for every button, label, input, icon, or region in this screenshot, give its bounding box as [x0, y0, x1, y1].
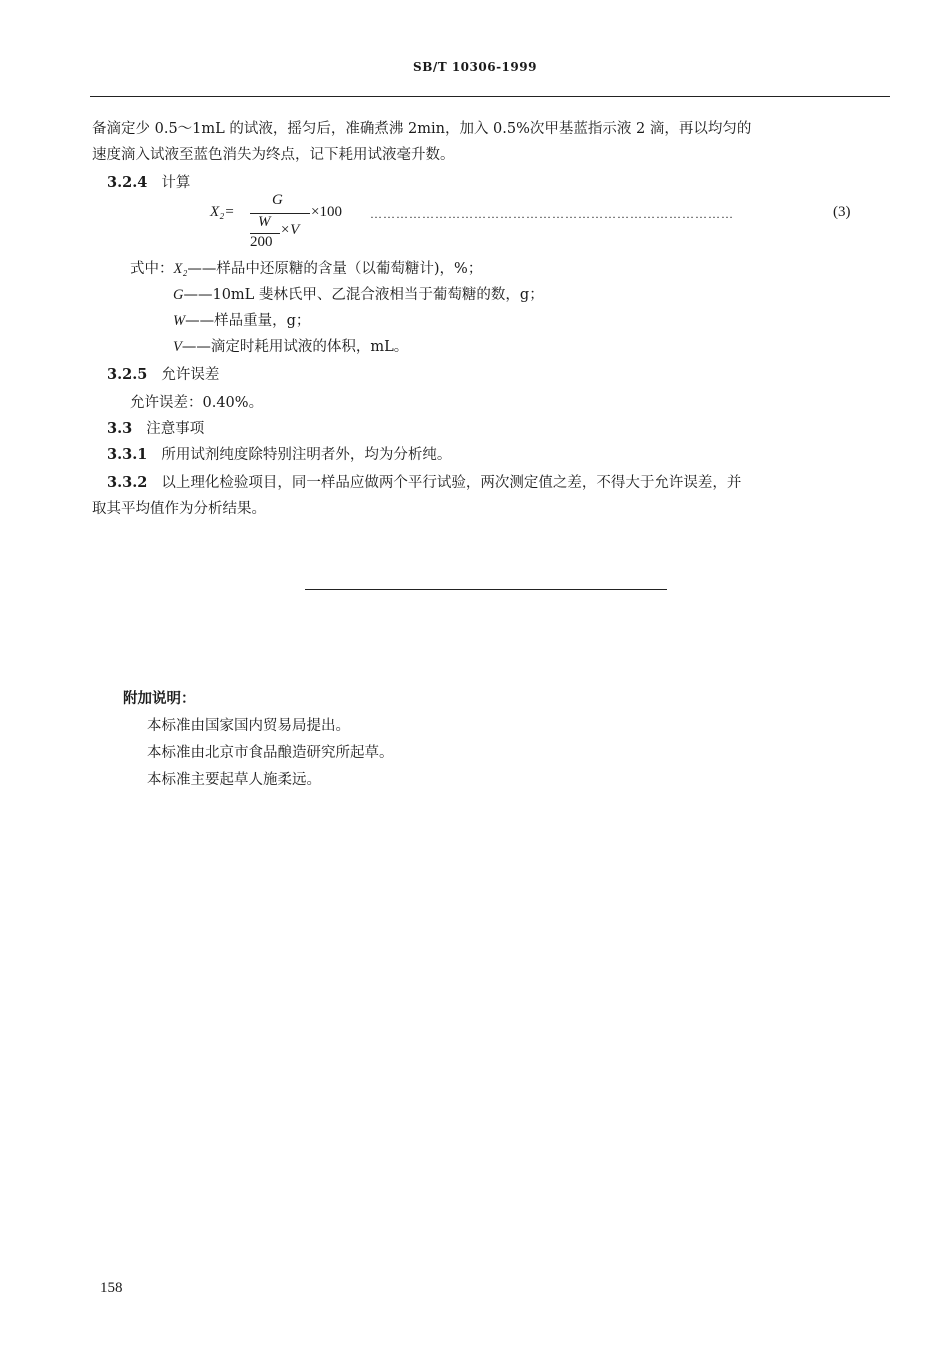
formula-lhs: X₂= [210, 204, 235, 220]
formula-numerator-g: G [272, 192, 283, 208]
page-header-standard-id: SB/T 10306-1999 [413, 60, 537, 74]
continued-paragraph-line1: 备滴定少 0.5～1mL 的试液，摇匀后，准确煮沸 2min，加入 0.5%次甲基蓝指示液 2 滴，再以均匀的 [92, 121, 752, 137]
definition-x2-text: ——样品中还原糖的含量（以葡萄糖计)，%； [187, 261, 483, 277]
appendix-line1: 本标准由国家国内贸易局提出。 [147, 718, 350, 734]
symbol-g: G [173, 287, 184, 303]
definition-g-text: ——10mL 斐林氏甲、乙混合液相当于葡萄糖的数，g； [183, 287, 544, 303]
definition-v [173, 334, 408, 360]
symbol-x2: X₂ [173, 261, 188, 277]
section-body: 所用试剂纯度除特别注明者外，均为分析纯。 [161, 447, 452, 463]
section-body-line1: 以上理化检验项目，同一样品应做两个平行试验，两次测定值之差，不得大于允许误差，并 [161, 475, 742, 491]
definition-w-text: ——样品重量，g； [185, 313, 311, 329]
end-of-text-rule [305, 589, 667, 590]
formula-times-v: ×V [280, 222, 300, 238]
appendix-line3: 本标准主要起草人施柔远。 [147, 772, 321, 788]
symbol-v: V [173, 339, 182, 355]
section-3-2-5 [107, 362, 219, 388]
header-rule [90, 96, 890, 97]
section-number: 3.3.2 [107, 474, 148, 491]
section-number: 3.3.1 [107, 446, 148, 463]
section-3-3-2-line2: 取其平均值作为分析结果。 [92, 501, 266, 517]
section-number: 3.2.4 [107, 174, 148, 191]
definition-w [173, 308, 310, 334]
section-3-3-2 [107, 470, 741, 496]
formula-equation-number: (3) [833, 204, 851, 220]
formula-times-100: ×100 [311, 204, 342, 220]
section-3-2-4 [107, 170, 190, 196]
appendix-line2: 本标准由北京市食品酿造研究所起草。 [147, 745, 394, 761]
section-3-3 [107, 416, 204, 442]
section-title: 允许误差 [161, 367, 220, 383]
section-title: 计算 [161, 175, 191, 191]
formula-inner-denominator: 200 [250, 234, 273, 250]
symbol-w: W [173, 313, 186, 329]
definition-x2 [130, 256, 482, 282]
definitions-intro: 式中： [130, 261, 174, 277]
section-3-3-1 [107, 442, 451, 468]
appendix-title: 附加说明： [123, 690, 196, 707]
allowable-error-text: 允许误差：0.40%。 [130, 395, 264, 411]
continued-paragraph-line2: 速度滴入试液至蓝色消失为终点，记下耗用试液毫升数。 [92, 147, 455, 163]
formula-leader-dots: ………………………………………………………………………… [370, 207, 734, 221]
definition-g [173, 282, 544, 308]
page-number: 158 [100, 1280, 123, 1296]
definition-v-text: ——滴定时耗用试液的体积，mL。 [181, 339, 409, 355]
formula-3 [210, 192, 870, 254]
section-number: 3.3 [107, 420, 133, 437]
section-number: 3.2.5 [107, 366, 148, 383]
section-title: 注意事项 [146, 421, 205, 437]
formula-inner-numerator-w: W [258, 214, 271, 230]
